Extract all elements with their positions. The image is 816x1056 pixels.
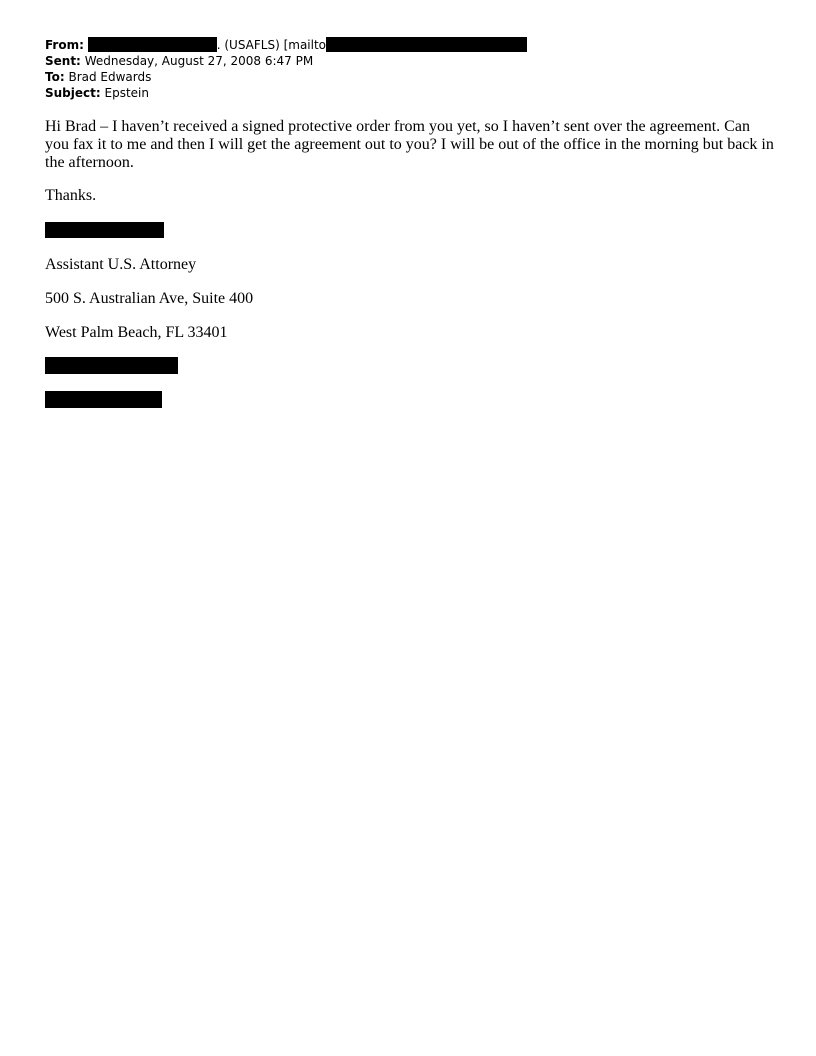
email-header	[45, 37, 785, 101]
subject-label: Subject:	[45, 86, 101, 100]
redacted-signature-fax	[45, 391, 162, 408]
subject-value: Epstein	[104, 86, 149, 100]
from-label: From:	[45, 38, 84, 52]
redacted-signature-phone	[45, 357, 178, 374]
to-value: Brad Edwards	[68, 70, 152, 84]
sent-line	[45, 53, 785, 69]
signature-address-line1: 500 S. Australian Ave, Suite 400	[45, 290, 254, 307]
from-line	[45, 37, 785, 53]
from-suffix: . (USAFLS) [mailto	[216, 38, 327, 52]
to-line	[45, 69, 785, 85]
redacted-sender-email	[326, 37, 527, 52]
redacted-signature-name	[45, 222, 164, 238]
sent-value: Wednesday, August 27, 2008 6:47 PM	[84, 54, 314, 68]
sent-label: Sent:	[45, 54, 81, 68]
message-closing: Thanks.	[45, 187, 97, 204]
message-body: Hi Brad – I haven’t received a signed protective order from you yet, so I haven’t sent over the agreement. Can you fax it to me and then I will get the agreement out to you? I will be out of the office in the morning but back in the afternoon.	[45, 118, 774, 171]
to-label: To:	[45, 70, 65, 84]
signature-title: Assistant U.S. Attorney	[45, 256, 197, 273]
redacted-sender-name	[88, 37, 217, 52]
signature-address-line2: West Palm Beach, FL 33401	[45, 324, 228, 341]
subject-line	[45, 85, 785, 101]
